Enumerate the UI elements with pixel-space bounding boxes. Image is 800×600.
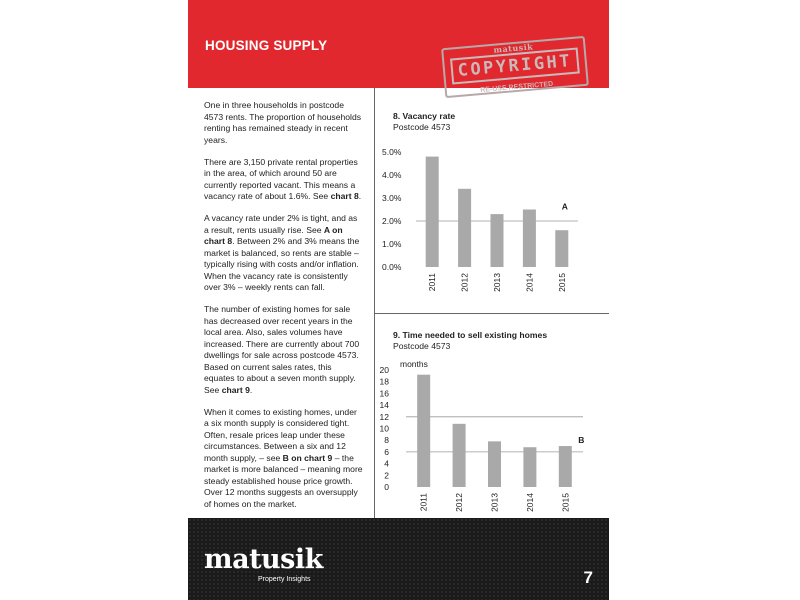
y-tick-label: 1.0% <box>382 239 402 249</box>
y-tick-label: 14 <box>379 400 389 411</box>
paragraph: The number of existing homes for sale has decreased over recent years in the local area. Also, sales volumes have increased. There are currently about 700 dwellings for sale across postcode 4573. Based on current sales rates, this equates to about a seven month supply. See chart 9. <box>204 304 360 395</box>
bar-2015 <box>559 446 572 487</box>
x-tick-label: 2012 <box>454 493 465 512</box>
report-page <box>188 0 609 600</box>
bar-2014 <box>523 447 536 487</box>
annotation-label: A <box>561 201 568 212</box>
y-tick-label: 2 <box>384 470 389 481</box>
x-tick-label: 2015 <box>556 273 567 292</box>
y-tick-label: 8 <box>384 435 389 446</box>
x-tick-label: 2015 <box>560 493 571 512</box>
time-to-sell-chart <box>378 358 603 518</box>
bar-2011 <box>417 375 430 487</box>
y-tick-label: 5.0% <box>382 147 402 157</box>
page-number: 7 <box>583 568 593 587</box>
matusik-logo: matusik <box>204 544 323 575</box>
chart-8-title: 8. Vacancy rate <box>393 111 456 121</box>
y-tick-label: 3.0% <box>382 193 402 203</box>
chart-8-subtitle: Postcode 4573 <box>393 122 451 132</box>
y-tick-label: 6 <box>384 446 389 457</box>
y-tick-label: 20 <box>379 365 389 375</box>
section-title: HOUSING SUPPLY <box>205 38 328 53</box>
y-tick-label: 0.0% <box>382 262 402 272</box>
vacancy-rate-chart <box>378 140 603 300</box>
page-footer <box>188 518 609 600</box>
annotation-label: B <box>578 435 585 446</box>
x-tick-label: 2014 <box>524 493 535 512</box>
x-tick-label: 2013 <box>492 273 502 292</box>
paragraph: There are 3,150 private rental properties in the area, of which around 50 are currently reported vacant. This means a vacancy rate of about 1.6%. See chart 8. <box>204 156 362 201</box>
logo-tagline: Property Insights <box>258 576 311 583</box>
bar-2012 <box>453 424 466 487</box>
x-tick-label: 2011 <box>418 493 429 512</box>
y-tick-label: 16 <box>379 388 389 399</box>
paragraph: A vacancy rate under 2% is tight, and as a result, rents usually rise. See A on chart 8. Between 2% and 3% means the market is balanced, so rents are stable – typically rising with costs and/or inflation. When the vacancy rate is consistently over 3% – weekly rents can fall. <box>204 213 360 292</box>
bar-2013 <box>491 214 504 267</box>
body-text <box>204 100 364 521</box>
x-tick-label: 2014 <box>524 273 535 292</box>
y-tick-label: 4.0% <box>382 170 402 180</box>
bar-2011 <box>426 157 439 267</box>
x-tick-label: 2011 <box>427 273 438 292</box>
y-axis-label: months <box>400 359 428 369</box>
x-tick-label: 2012 <box>459 273 470 292</box>
y-tick-label: 0 <box>384 482 389 492</box>
section-header <box>188 0 609 95</box>
x-tick-label: 2013 <box>489 493 500 512</box>
bar-2015 <box>555 230 568 267</box>
chart-9-title: 9. Time needed to sell existing homes <box>393 330 548 340</box>
y-tick-label: 18 <box>379 376 389 387</box>
paragraph: One in three households in postcode 4573 rents. The proportion of households renting has remained steady in recent years. <box>204 100 362 145</box>
bar-2013 <box>488 441 501 487</box>
y-tick-label: 10 <box>379 423 389 434</box>
paragraph: When it comes to existing homes, under a six month supply is considered tight. Often, resale prices leap under these circumstances. Between a six and 12 month supply, – see B on chart 9 – the market is more balanced – meaning more steady established house price growth. Over 12 months suggests an oversupply of homes on the market. <box>204 406 363 509</box>
chart-9-subtitle: Postcode 4573 <box>393 341 451 351</box>
column-divider <box>374 88 375 518</box>
y-tick-label: 2.0% <box>382 216 402 226</box>
y-tick-label: 4 <box>384 458 389 469</box>
bar-2012 <box>458 189 471 267</box>
chart-divider <box>375 313 609 314</box>
copyright-stamp: matusik COPYRIGHT RE-USE RESTRICTED <box>441 36 589 98</box>
y-tick-label: 12 <box>379 411 389 422</box>
bar-2014 <box>523 210 536 268</box>
